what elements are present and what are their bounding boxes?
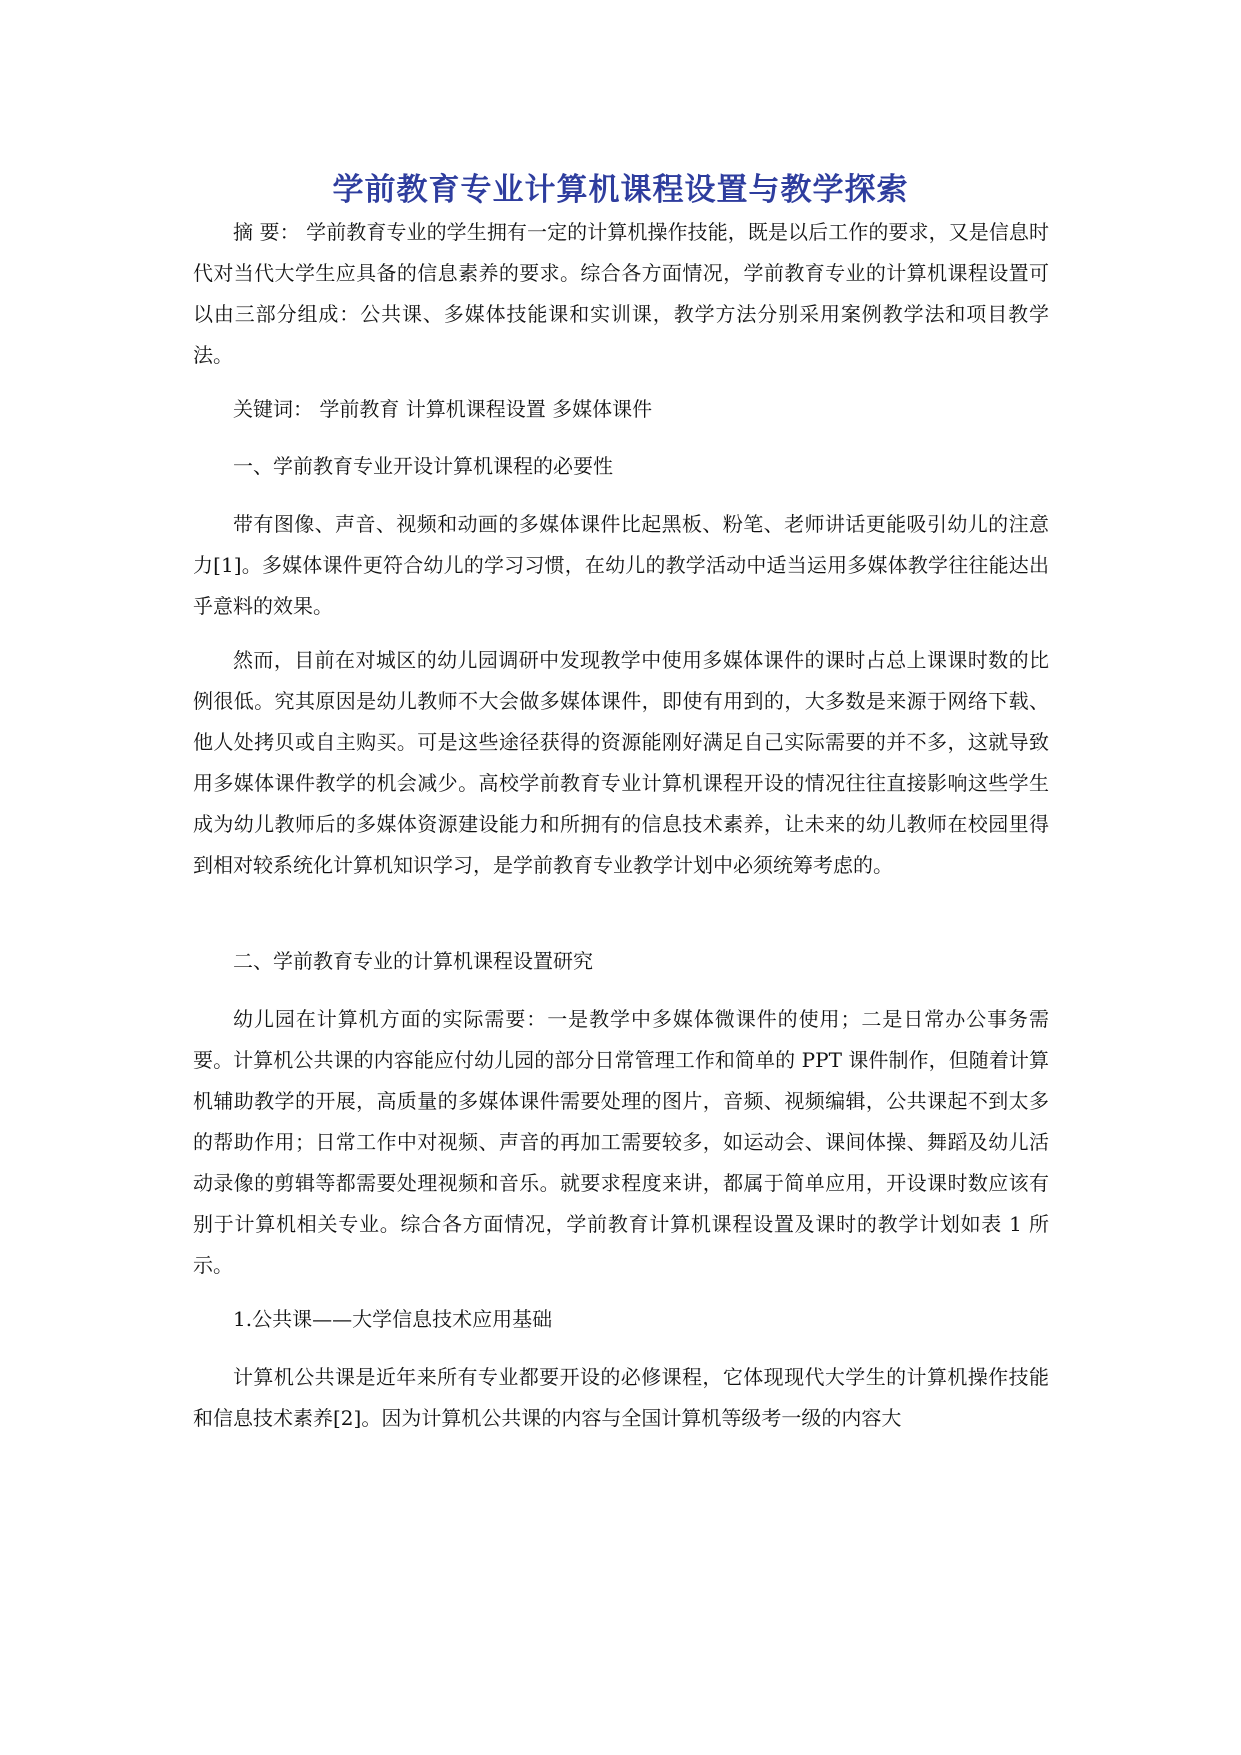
section-2-heading: 二、学前教育专业的计算机课程设置研究 [233,949,593,973]
keywords-line: 关键词： 学前教育 计算机课程设置 多媒体课件 [233,397,653,421]
subsection-1-paragraph-1: 计算机公共课是近年来所有专业都要开设的必修课程，它体现现代大学生的计算机操作技能和信息技术素养[2]。因为计算机公共课的内容与全国计算机等级考一级的内容大 [193,1365,1049,1430]
section-2-paragraph-1: 幼儿园在计算机方面的实际需要：一是教学中多媒体微课件的使用；二是日常办公事务需要。计算机公共课的内容能应付幼儿园的部分日常管理工作和简单的 PPT 课件制作，但随着计算机辅助教学的开展，高质量的多媒体课件需要处理的图片，音频、视频编辑，公共课起不到太多的帮助作用；日常工作中对视频、声音的再加工需要较多，如运动会、课间体操、舞蹈及幼儿活动录像的剪辑等都需要处理视频和音乐。就要求程度来讲，都属于简单应用，开设课时数应该有别于计算机相关专业。综合各方面情况，学前教育计算机课程设置及课时的教学计划如表 1 所示。 [193,1007,1049,1277]
section-1-heading: 一、学前教育专业开设计算机课程的必要性 [233,454,613,478]
abstract-paragraph: 摘 要： 学前教育专业的学生拥有一定的计算机操作技能，既是以后工作的要求，又是信息时代对当代大学生应具备的信息素养的要求。综合各方面情况，学前教育专业的计算机课程设置可以由三部分组成：公共课、多媒体技能课和实训课，教学方法分别采用案例教学法和项目教学法。 [193,220,1049,367]
subsection-1-heading: 1.公共课——大学信息技术应用基础 [233,1307,553,1331]
document-title: 学前教育专业计算机课程设置与教学探索 [332,172,909,208]
section-1-paragraph-1: 带有图像、声音、视频和动画的多媒体课件比起黑板、粉笔、老师讲话更能吸引幼儿的注意力[1]。多媒体课件更符合幼儿的学习习惯，在幼儿的教学活动中适当运用多媒体教学往往能达出乎意料的效果。 [193,512,1049,618]
section-1-paragraph-2: 然而，目前在对城区的幼儿园调研中发现教学中使用多媒体课件的课时占总上课课时数的比例很低。究其原因是幼儿教师不大会做多媒体课件，即使有用到的，大多数是来源于网络下载、他人处拷贝或自主购买。可是这些途径获得的资源能刚好满足自己实际需要的并不多，这就导致用多媒体课件教学的机会减少。高校学前教育专业计算机课程开设的情况往往直接影响这些学生成为幼儿教师后的多媒体资源建设能力和所拥有的信息技术素养，让未来的幼儿教师在校园里得到相对较系统化计算机知识学习，是学前教育专业教学计划中必须统筹考虑的。 [193,648,1049,877]
